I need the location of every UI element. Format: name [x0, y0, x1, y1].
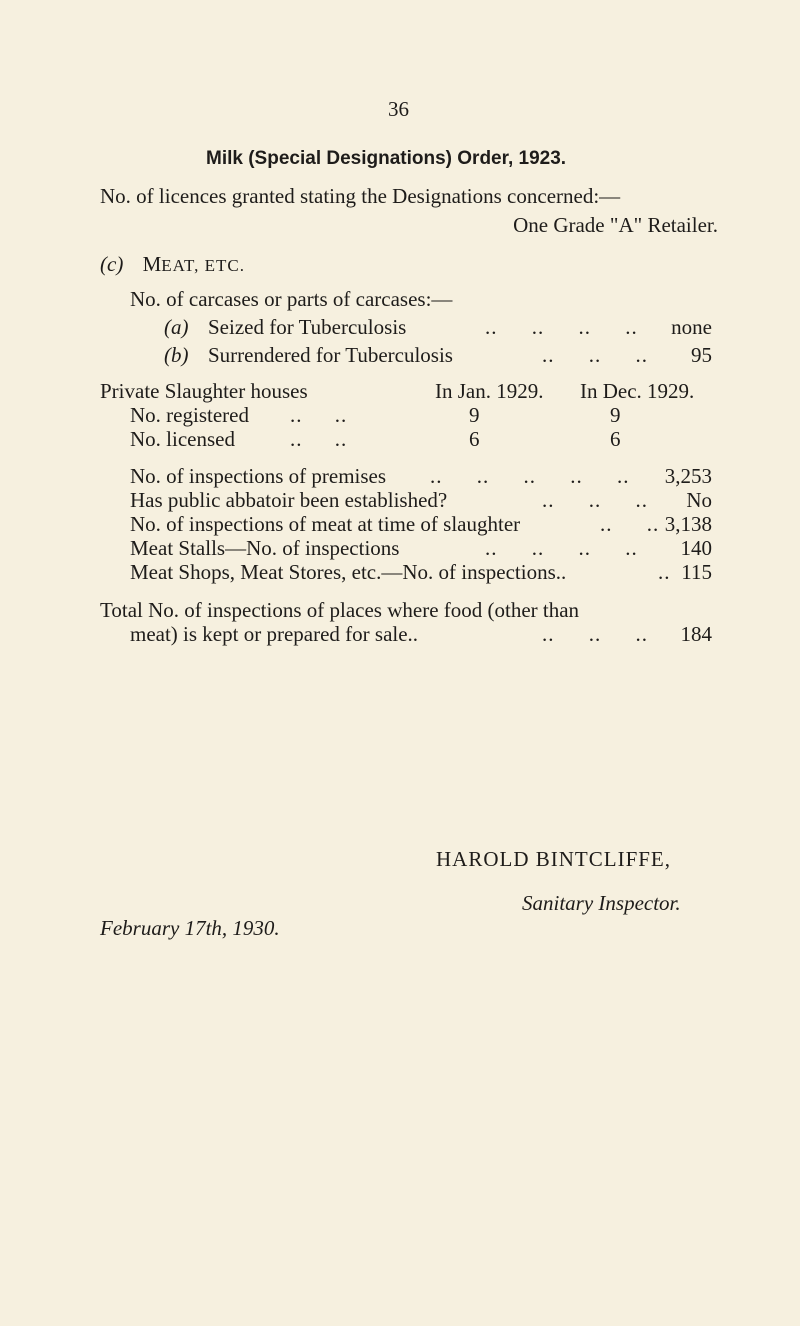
- inspection-row-premises-dots: .. .. .. .. ..: [430, 464, 630, 488]
- inspection-row-slaughter-value: 3,138: [664, 512, 712, 536]
- slaughter-title: Private Slaughter houses: [100, 379, 308, 403]
- section-c-marker: (c): [100, 252, 124, 276]
- signature-title: Sanitary Inspector.: [522, 891, 681, 915]
- inspection-row-slaughter-dots: .. ..: [600, 512, 660, 536]
- section-c-heading: [100, 251, 245, 279]
- inspection-row-stalls-label: Meat Stalls—No. of inspections: [130, 536, 400, 560]
- total-value: 184: [680, 622, 712, 646]
- slaughter-row-registered-jan: 9: [469, 403, 480, 427]
- carcases-item-b-dots: .. .. ..: [542, 343, 648, 367]
- carcases-label: No. of carcases or parts of carcases:—: [130, 287, 453, 311]
- signature-date: February 17th, 1930.: [100, 916, 280, 940]
- inspection-row-premises-label: No. of inspections of premises: [130, 464, 387, 488]
- carcases-item-a-label: Seized for Tuberculosis: [208, 315, 407, 339]
- inspection-row-stalls-dots: .. .. .. ..: [485, 536, 638, 560]
- carcases-item-a-dots: .. .. .. ..: [485, 315, 638, 339]
- total-line-2: meat) is kept or prepared for sale..: [130, 622, 419, 646]
- inspection-row-shops-label: Meat Shops, Meat Stores, etc.—No. of inspections..: [130, 560, 567, 584]
- total-line-1: Total No. of inspections of places where food (other than: [100, 598, 580, 622]
- signature-name: HAROLD BINTCLIFFE,: [436, 847, 672, 871]
- slaughter-col-dec: In Dec. 1929.: [580, 379, 695, 403]
- carcases-item-b-marker: (b): [164, 343, 189, 367]
- slaughter-col-jan: In Jan. 1929.: [435, 379, 544, 403]
- licences-label: No. of licences granted stating the Designations concerned:—: [100, 184, 621, 208]
- inspection-row-premises-value: 3,253: [664, 464, 712, 488]
- inspection-row-abbatoir-label: Has public abbatoir been established?: [130, 488, 448, 512]
- slaughter-row-licensed-dots: .. ..: [290, 427, 348, 451]
- inspection-row-slaughter-label: No. of inspections of meat at time of slaughter: [130, 512, 521, 536]
- total-dots: .. .. ..: [542, 622, 648, 646]
- slaughter-row-registered-dec: 9: [610, 403, 621, 427]
- carcases-item-a-value: none: [671, 315, 712, 339]
- inspection-row-abbatoir-value: No: [686, 488, 712, 512]
- slaughter-row-registered-dots: .. ..: [290, 403, 348, 427]
- slaughter-row-registered-label: No. registered: [130, 403, 249, 427]
- licences-value: One Grade "A" Retailer.: [513, 213, 718, 237]
- section-c-title: MEAT, ETC.: [142, 252, 246, 276]
- slaughter-row-licensed-jan: 6: [469, 427, 480, 451]
- inspection-row-stalls-value: 140: [680, 536, 712, 560]
- carcases-item-b-label: Surrendered for Tuberculosis: [208, 343, 453, 367]
- inspection-row-shops-dots: ..: [658, 560, 671, 584]
- inspection-row-abbatoir-dots: .. .. ..: [542, 488, 648, 512]
- slaughter-row-licensed-label: No. licensed: [130, 427, 235, 451]
- page-title: Milk (Special Designations) Order, 1923.: [206, 148, 567, 169]
- inspection-row-shops-value: 115: [681, 560, 712, 584]
- carcases-item-b-value: 95: [691, 343, 712, 367]
- page-number: 36: [388, 97, 409, 121]
- carcases-item-a-marker: (a): [164, 315, 189, 339]
- slaughter-row-licensed-dec: 6: [610, 427, 621, 451]
